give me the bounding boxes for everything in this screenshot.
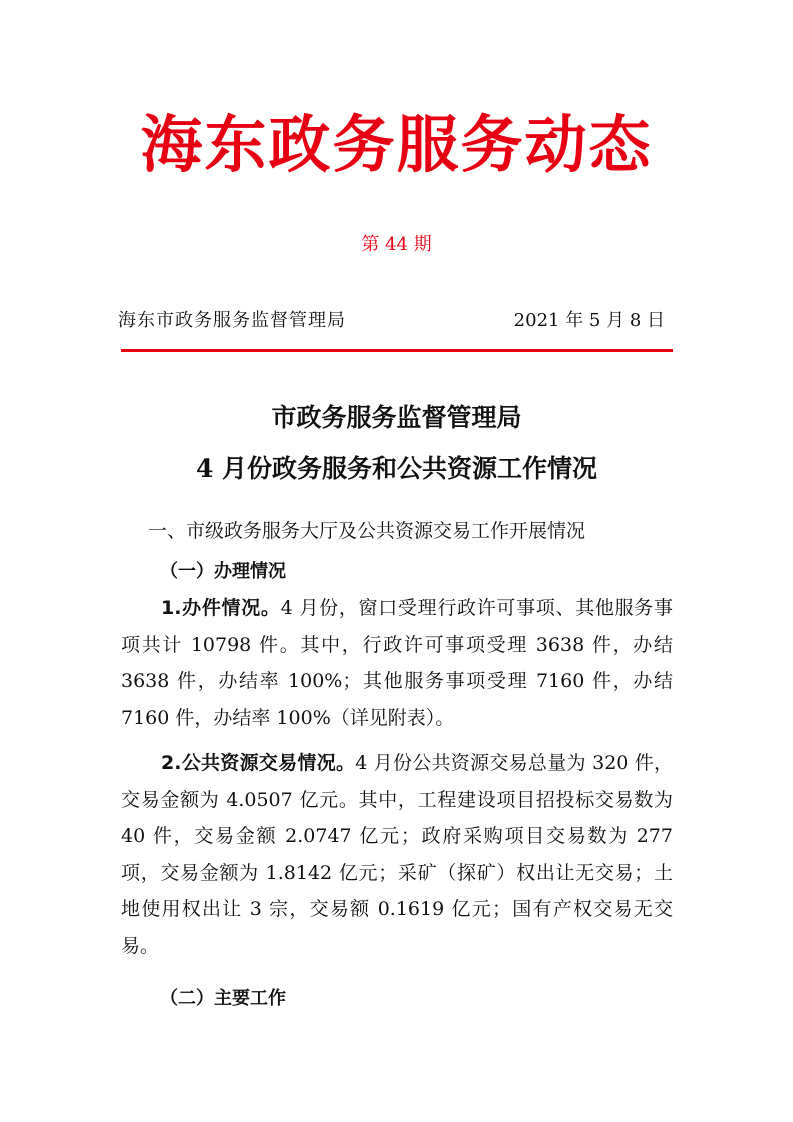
paragraph-text: 4 月份，窗口受理行政许可事项、其他服务事项共计 10798 件。其中，行政许可事项受理 3638 件，办结 3638 件，办结率 100%；其他服务事项受理 7160 件，办结 7160 件，办结率 100%（详见附表）。 [121,597,673,729]
section-heading-1: 一、市级政务服务大厅及公共资源交易工作开展情况 [148,520,586,542]
issue-number: 第 44 期 [361,234,432,255]
subsection-heading-2: （二）主要工作 [160,988,286,1009]
document-title-line-1: 市政务服务监督管理局 [271,403,522,432]
paragraph-handling [121,590,673,736]
red-divider [121,349,673,352]
paragraph-lead: 1.办件情况。 [161,597,281,619]
paragraph-lead: 2.公共资源交易情况。 [161,752,356,774]
document-title-line-2: 4 月份政务服务和公共资源工作情况 [195,454,598,483]
paragraph-trading [121,745,673,964]
masthead-title: 海东政务服务动态 [140,108,653,181]
subsection-heading-1: （一）办理情况 [160,561,286,582]
issuer-name: 海东市政务服务监督管理局 [118,310,346,331]
issue-date: 2021 年 5 月 8 日 [513,310,665,331]
paragraph-text: 4 月份公共资源交易总量为 320 件，交易金额为 4.0507 亿元。其中，工程建设项目招投标交易数为 40 件，交易金额 2.0747 亿元；政府采购项目交易数为 277 项，交易金额为 1.8142 亿元；采矿（探矿）权出让无交易；土地使用权出让 3 宗，交易额 0.1619 亿元；国有产权交易无交易。 [121,752,673,957]
